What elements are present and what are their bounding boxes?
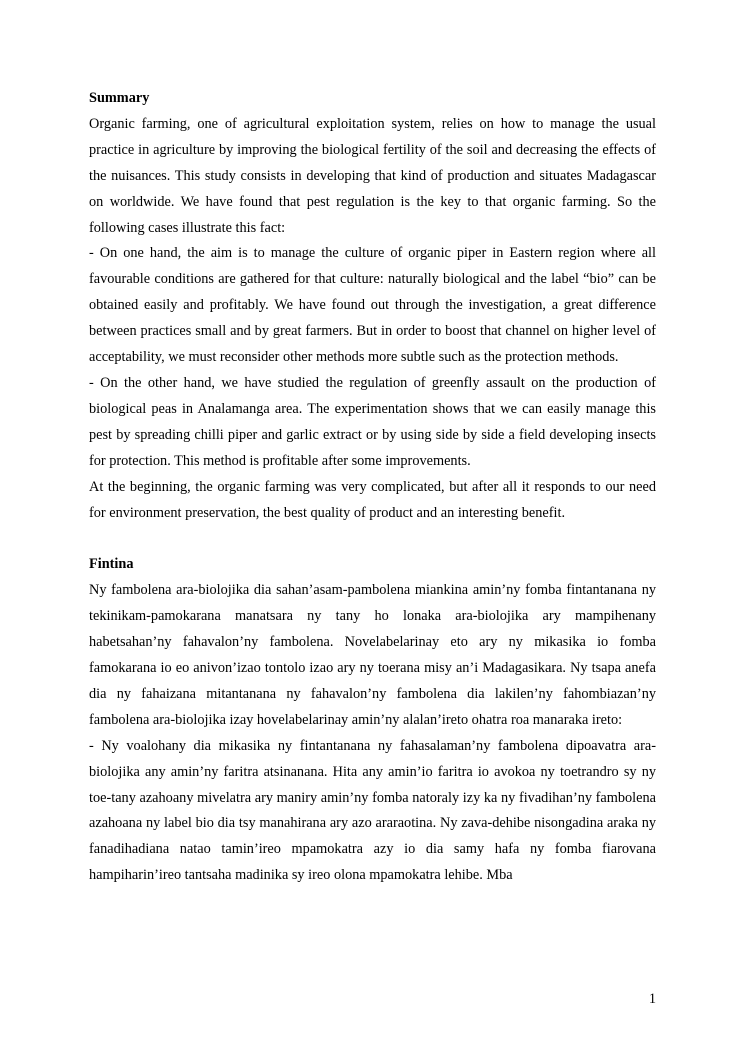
page-number: 1 — [648, 991, 656, 1007]
summary-paragraph-4: At the beginning, the organic farming was very complicated, but after all it responds to our need for environment preservation, the best quality of product and an interesting benefit. — [89, 478, 656, 521]
summary-paragraph-2: - On one hand, the aim is to manage the culture of organic piper in Eastern region where all favourable conditions are gathered for that culture: naturally biological and the label “bio” can be obtained easily and profitably. We have found out through the investigation, a great difference between practices small and by great farmers. But in order to boost that channel on higher level of acceptability, we must reconsider other methods more subtle such as the protection methods. — [89, 245, 656, 366]
page-content — [89, 86, 656, 889]
section-spacer — [89, 526, 656, 552]
summary-paragraph-1: Organic farming, one of agricultural exploitation system, relies on how to manage the usual practice in agriculture by improving the biological fertility of the soil and decreasing the effects of the nuisances. This study consists in developing that kind of production and situates Madagascar on worldwide. We have found that pest regulation is the key to that organic farming. So the following cases illustrate this fact: — [89, 115, 656, 236]
summary-heading: Summary — [89, 90, 150, 106]
fintina-paragraph-1: Ny fambolena ara-biolojika dia sahan’asam-pambolena miankina amin’ny fomba fintantanana ny tekinikam-pamokarana manatsara ny tany ho lonaka ara-biolojika ary mampihenany habetsahan’ny fahavalon’ny fambolena. Novelabelarinay eto ary ny mikasika io fomba famokarana io eo anivon’izao tontolo izao ary ny toerana misy an’i Madagasikara. Ny tsapa anefa dia ny fahaizana mitantanana ny fahavalon’ny fambolena dia lakilen’ny fahombiazan’ny fambolena ara-biolojika izay hovelabelarinay amin’ny alalan’ireto ohatra roa manaraka ireto: — [89, 582, 656, 728]
summary-paragraph-3: - On the other hand, we have studied the regulation of greenfly assault on the production of biological peas in Analamanga area. The experimentation shows that we can easily manage this pest by spreading chilli piper and garlic extract or by using side by side a field developing insects for protection. This method is profitable after some improvements. — [89, 374, 656, 469]
fintina-heading: Fintina — [89, 556, 134, 573]
fintina-paragraph-2: - Ny voalohany dia mikasika ny fintantanana ny fahasalaman’ny fambolena dipoavatra ara-biolojika any amin’ny faritra atsinanana. Hita any amin’io faritra io avokoa ny toetrandro sy ny toe-tany azahoany mivelatra ary maniry amin’ny fomba natoraly izy ka ny fivadihan’ny fambolena azahoana ny label bio dia tsy manahirana ary azo araraotina. Ny zava-dehibe nisongadina araka ny fanadihadiana natao tamin’ireo mpamokatra azy io dia samy hafa ny fomba fiarovana hampiharin’ireo tantsaha madinika sy ireo olona mpamokatra lehibe. Mba — [89, 737, 656, 884]
